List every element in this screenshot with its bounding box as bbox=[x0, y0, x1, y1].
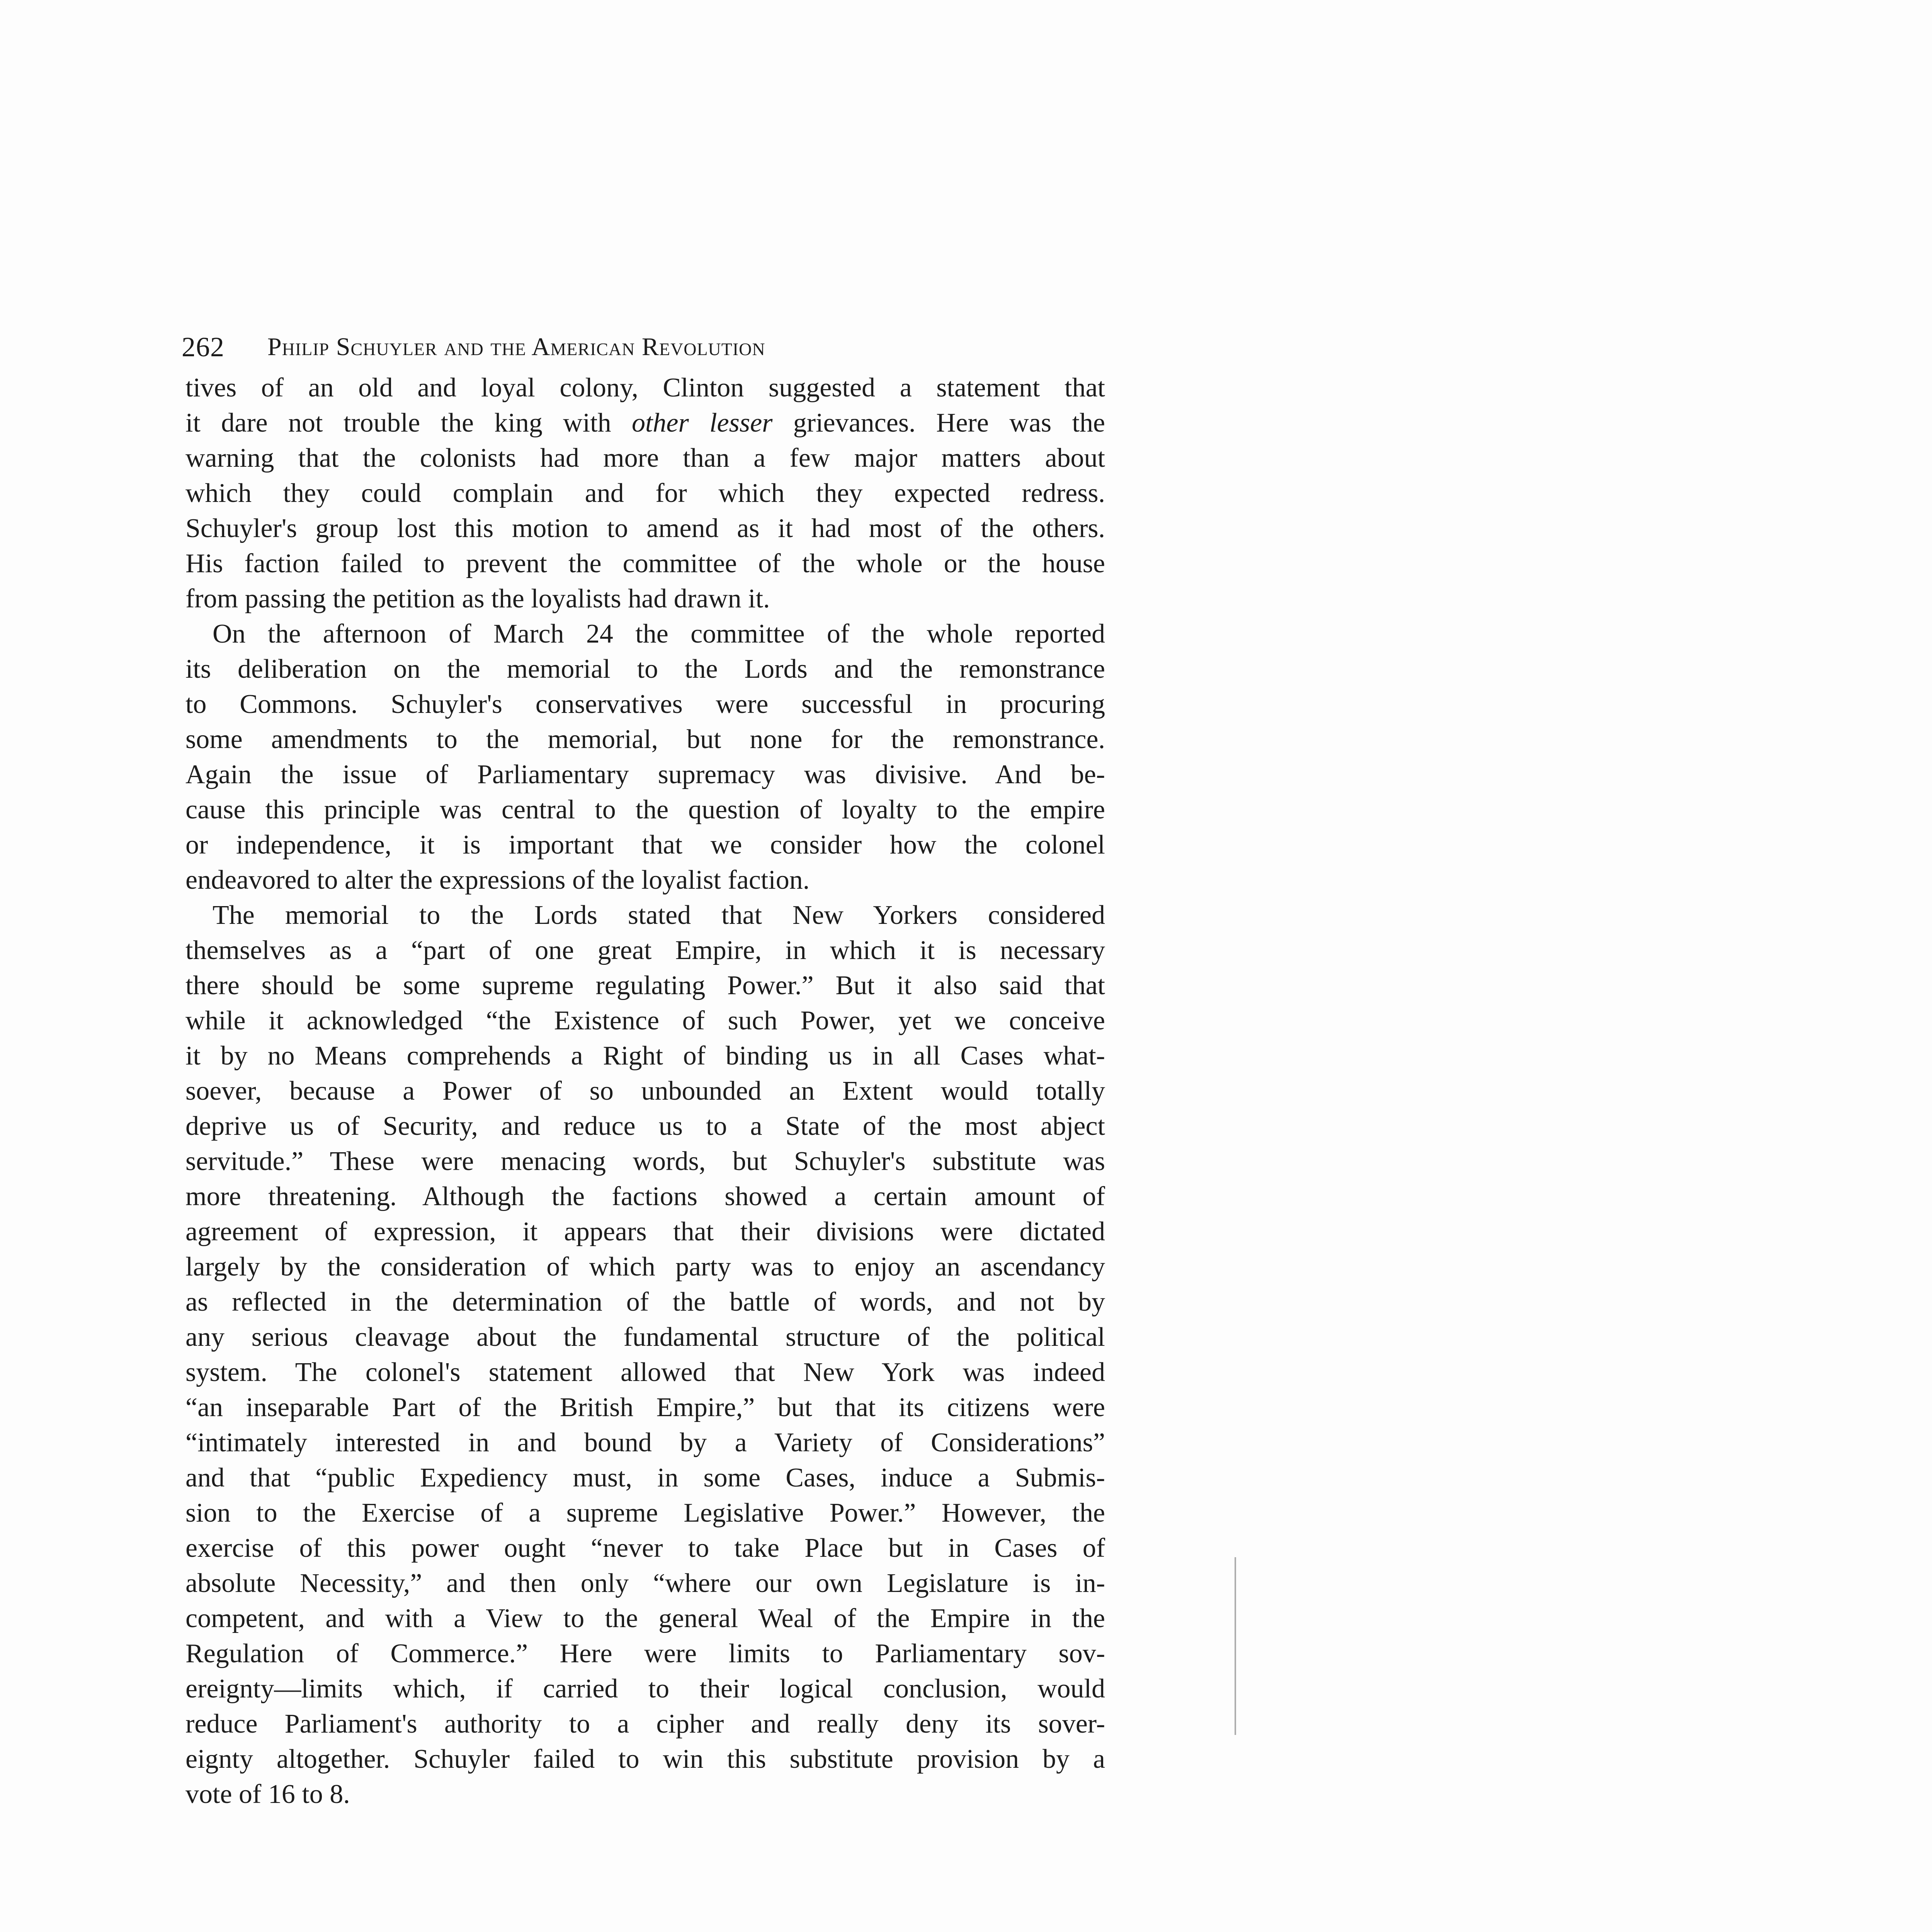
text-line: soever, because a Power of so unbounded an Extent would totally bbox=[185, 1076, 1105, 1106]
text-line: “intimately interested in and bound by a Variety of Considerations” bbox=[185, 1428, 1105, 1458]
text-line: Regulation of Commerce.” Here were limits to Parliamentary sov- bbox=[185, 1639, 1105, 1668]
text-line: Schuyler's group lost this motion to amend as it had most of the others. bbox=[185, 514, 1105, 543]
text-line: vote of 16 to 8. bbox=[185, 1779, 350, 1809]
text-line: eignty altogether. Schuyler failed to win this substitute provision by a bbox=[185, 1744, 1105, 1774]
text-line: sion to the Exercise of a supreme Legislative Power.” However, the bbox=[185, 1498, 1105, 1528]
text-line: cause this principle was central to the question of loyalty to the empire bbox=[185, 795, 1105, 825]
paragraph bbox=[185, 616, 1105, 898]
text-line: its deliberation on the memorial to the Lords and the remonstrance bbox=[185, 654, 1105, 684]
text-line: reduce Parliament's authority to a cipher and really deny its sover- bbox=[185, 1709, 1105, 1739]
text-line: absolute Necessity,” and then only “where our own Legislature is in- bbox=[185, 1568, 1105, 1598]
text-line: more threatening. Although the factions showed a certain amount of bbox=[185, 1182, 1105, 1211]
text-line: ereignty—limits which, if carried to their logical conclusion, would bbox=[185, 1674, 1105, 1704]
text-line: On the afternoon of March 24 the committee of the whole reported bbox=[213, 619, 1105, 649]
book-title-head: Philip Schuyler and the American Revolution bbox=[267, 333, 765, 361]
text-line: warning that the colonists had more than a few major matters about bbox=[185, 443, 1105, 473]
text-line: it by no Means comprehends a Right of binding us in all Cases what- bbox=[185, 1041, 1105, 1071]
text-line: servitude.” These were menacing words, but Schuyler's substitute was bbox=[185, 1146, 1105, 1176]
text-line: system. The colonel's statement allowed that New York was indeed bbox=[185, 1357, 1105, 1387]
text-line: which they could complain and for which they expected redress. bbox=[185, 478, 1105, 508]
text-line: it dare not trouble the king with other lesser grievances. Here was the bbox=[185, 408, 1105, 438]
text-line: while it acknowledged “the Existence of such Power, yet we conceive bbox=[185, 1006, 1105, 1036]
text-line: His faction failed to prevent the committee of the whole or the house bbox=[185, 549, 1105, 578]
left-body-text bbox=[185, 370, 1105, 1812]
right-page bbox=[1275, 0, 1932, 1932]
text-line: agreement of expression, it appears that their divisions were dictated bbox=[185, 1217, 1105, 1247]
text-line: exercise of this power ought “never to take Place but in Cases of bbox=[185, 1533, 1105, 1563]
text-line: “an inseparable Part of the British Empire,” but that its citizens were bbox=[185, 1393, 1105, 1422]
page-number-left: 262 bbox=[182, 332, 224, 362]
text-line: competent, and with a View to the general Weal of the Empire in the bbox=[185, 1604, 1105, 1633]
text-line: and that “public Expediency must, in some Cases, induce a Submis- bbox=[185, 1463, 1105, 1493]
text-line: tives of an old and loyal colony, Clinton suggested a statement that bbox=[185, 373, 1105, 403]
text-line: there should be some supreme regulating Power.” But it also said that bbox=[185, 971, 1105, 1000]
text-line: The memorial to the Lords stated that New Yorkers considered bbox=[213, 900, 1105, 930]
text-line: or independence, it is important that we consider how the colonel bbox=[185, 830, 1105, 860]
text-line: Again the issue of Parliamentary supremacy was divisive. And be- bbox=[185, 760, 1105, 789]
text-line: from passing the petition as the loyalists had drawn it. bbox=[185, 584, 770, 614]
text-line: any serious cleavage about the fundamental structure of the political bbox=[185, 1322, 1105, 1352]
italic-text: other lesser bbox=[631, 408, 773, 438]
text-line: to Commons. Schuyler's conservatives were successful in procuring bbox=[185, 689, 1105, 719]
page-gutter-line bbox=[1235, 1557, 1236, 1735]
text-line: deprive us of Security, and reduce us to a State of the most abject bbox=[185, 1111, 1105, 1141]
text-line: themselves as a “part of one great Empire, in which it is necessary bbox=[185, 935, 1105, 965]
paragraph bbox=[185, 898, 1105, 1812]
text-line: largely by the consideration of which party was to enjoy an ascendancy bbox=[185, 1252, 1105, 1282]
text-line: as reflected in the determination of the battle of words, and not by bbox=[185, 1287, 1105, 1317]
text-line: some amendments to the memorial, but none for the remonstrance. bbox=[185, 724, 1105, 754]
paragraph bbox=[185, 370, 1105, 616]
text-line: endeavored to alter the expressions of the loyalist faction. bbox=[185, 865, 810, 895]
